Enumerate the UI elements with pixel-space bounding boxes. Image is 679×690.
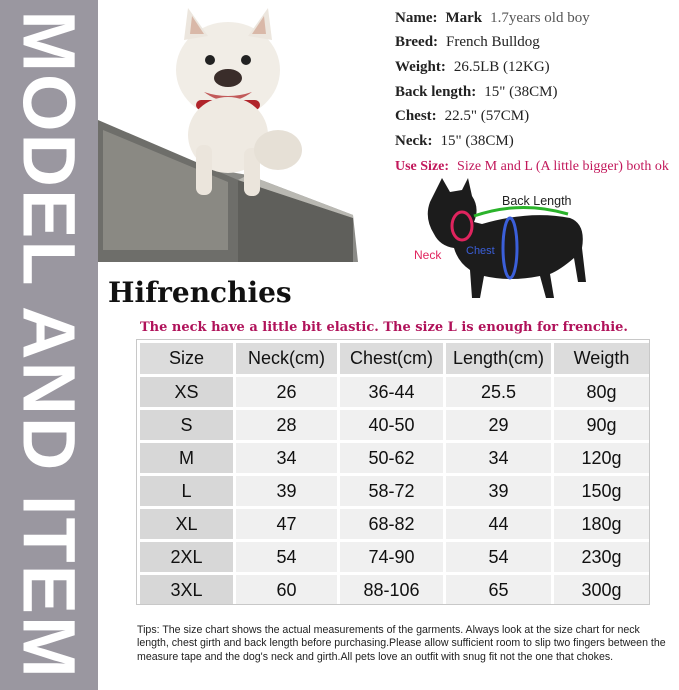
column-header: Size	[139, 342, 235, 376]
side-band	[0, 0, 98, 690]
table-cell: 230g	[553, 541, 651, 574]
size-cell: 2XL	[139, 541, 235, 574]
brand-name: Hifrenchies	[108, 276, 292, 309]
table-cell: 150g	[553, 475, 651, 508]
table-cell: 90g	[553, 409, 651, 442]
size-cell: L	[139, 475, 235, 508]
column-header: Chest(cm)	[339, 342, 445, 376]
table-cell: 65	[445, 574, 553, 607]
table-cell: 120g	[553, 442, 651, 475]
name-value: Mark	[445, 10, 483, 26]
name-extra: 1.7years old boy	[490, 10, 590, 26]
spec-use-size	[395, 159, 669, 175]
spec-name	[395, 10, 590, 27]
breed-label: Breed:	[395, 34, 439, 50]
table-row	[139, 541, 651, 574]
breed-value: French Bulldog	[446, 34, 540, 50]
table-cell: 36-44	[339, 376, 445, 409]
weight-label: Weight:	[395, 59, 446, 75]
chest-diagram-label: Chest	[466, 245, 495, 257]
chest-label: Chest:	[395, 108, 437, 124]
table-cell: 54	[445, 541, 553, 574]
table-cell: 80g	[553, 376, 651, 409]
spec-neck	[395, 133, 514, 150]
table-cell: 25.5	[445, 376, 553, 409]
back-length-diagram-label: Back Length	[502, 194, 572, 208]
table-cell: 180g	[553, 508, 651, 541]
column-header: Neck(cm)	[235, 342, 339, 376]
table-cell: 88-106	[339, 574, 445, 607]
table-cell: 58-72	[339, 475, 445, 508]
chest-value: 22.5" (57CM)	[444, 108, 530, 124]
size-cell: 3XL	[139, 574, 235, 607]
size-cell: XS	[139, 376, 235, 409]
table-row	[139, 574, 651, 607]
spec-breed	[395, 34, 540, 51]
table-row	[139, 508, 651, 541]
dog-silhouette-diagram	[410, 178, 600, 318]
column-header: Weigth	[553, 342, 651, 376]
use-size-label: Use Size:	[395, 159, 450, 174]
table-cell: 47	[235, 508, 339, 541]
table-cell: 50-62	[339, 442, 445, 475]
table-cell: 28	[235, 409, 339, 442]
back-length-label: Back length:	[395, 84, 477, 100]
table-row	[139, 409, 651, 442]
table-cell: 29	[445, 409, 553, 442]
neck-value: 15" (38CM)	[440, 133, 514, 149]
size-chart-table	[137, 340, 652, 608]
table-cell: 44	[445, 508, 553, 541]
neck-diagram-label: Neck	[414, 248, 442, 262]
spec-chest	[395, 108, 529, 125]
spec-back-length	[395, 84, 557, 101]
size-cell: XL	[139, 508, 235, 541]
size-cell: S	[139, 409, 235, 442]
column-header: Length(cm)	[445, 342, 553, 376]
dog-photo	[98, 0, 368, 262]
table-cell: 34	[445, 442, 553, 475]
table-cell: 34	[235, 442, 339, 475]
name-label: Name:	[395, 10, 438, 26]
size-cell: M	[139, 442, 235, 475]
table-cell: 40-50	[339, 409, 445, 442]
table-row	[139, 442, 651, 475]
tips-text: Tips: The size chart shows the actual measurements of the garments. Always look at the size chart for neck length, chest girth and back length before purchasing.Please allow sufficient room to slip two fingers between the measure tape and the dog's neck and girth.All pets love an outfit with snug fit not the one that chokes.	[137, 624, 666, 663]
table-cell: 39	[235, 475, 339, 508]
elastic-note: The neck have a little bit elastic. The size L is enough for frenchie.	[140, 320, 628, 335]
spec-weight	[395, 59, 550, 76]
back-length-line	[474, 207, 568, 216]
table-cell: 54	[235, 541, 339, 574]
table-row	[139, 376, 651, 409]
table-cell: 300g	[553, 574, 651, 607]
table-cell: 68-82	[339, 508, 445, 541]
table-cell: 39	[445, 475, 553, 508]
table-header-row	[139, 342, 651, 376]
table-cell: 74-90	[339, 541, 445, 574]
table-row	[139, 475, 651, 508]
back-length-value: 15" (38CM)	[484, 84, 558, 100]
side-title: MODEL AND ITEM	[7, 10, 91, 680]
table-cell: 60	[235, 574, 339, 607]
neck-label: Neck:	[395, 133, 433, 149]
table-cell: 26	[235, 376, 339, 409]
use-size-value: Size M and L (A little bigger) both ok	[457, 159, 669, 174]
weight-value: 26.5LB (12KG)	[453, 59, 550, 75]
